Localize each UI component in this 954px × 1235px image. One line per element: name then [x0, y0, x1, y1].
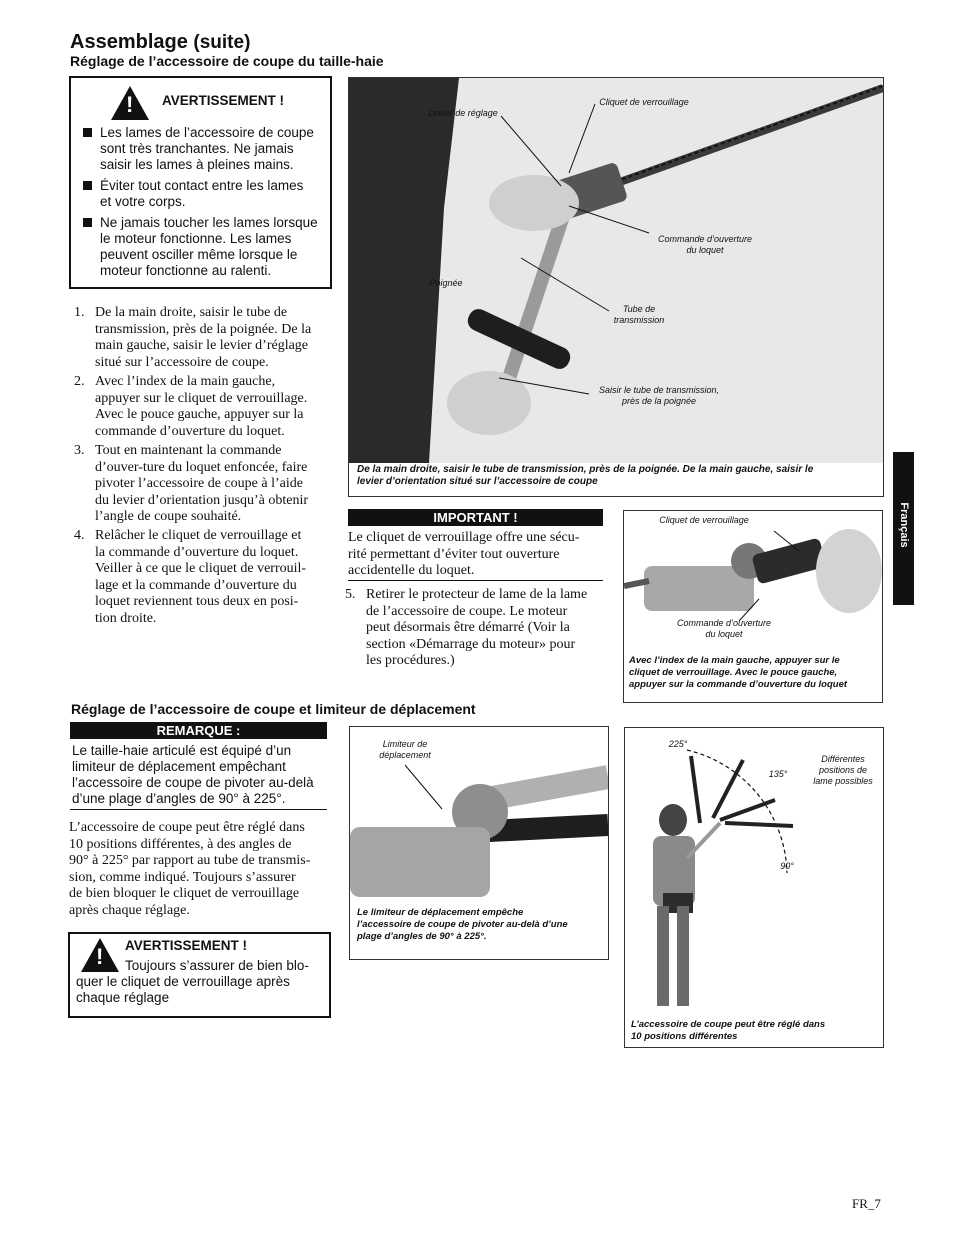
- warning-item: Éviter tout contact entre les lames et votre corps.: [83, 178, 333, 212]
- remark-header: REMARQUE :: [70, 722, 327, 739]
- warning-item: Ne jamais toucher les lames lorsque le moteur fonctionne. Les lames peuvent osciller même lorsque le moteur fonctionne au ralenti.: [83, 215, 333, 281]
- bullet-icon: [83, 218, 92, 227]
- figure-hedge-trimmer-grip: [348, 77, 884, 497]
- page-title: Assemblage (suite): [70, 31, 251, 53]
- figure-angle-positions: [624, 727, 884, 1048]
- label-poignee: Poignée: [429, 278, 463, 288]
- warning-icon: [111, 86, 149, 120]
- label-positions: Différentes positions de lame possibles: [813, 754, 873, 786]
- warning-title: AVERTISSEMENT !: [125, 938, 248, 953]
- label-tube: Tube de transmission: [613, 304, 665, 325]
- page-title-suffix: (suite): [193, 32, 251, 53]
- angle-label-135: 135°: [768, 769, 788, 779]
- divider: [348, 580, 603, 581]
- label-cliquet: Cliquet de verrouillage: [599, 97, 689, 107]
- warning-text: Toujours s’assurer de bien blo- quer le cliquet de verrouillage après chaque réglage: [76, 958, 309, 1005]
- body-text: L’accessoire de coupe peut être réglé dans 10 positions différentes, à des angles de 90° à 225° par rapport au tube de transmis- sion, comme indiqué. Toujours s’assurer de bien bloquer le cliquet de verrouillage après chaque réglage.: [69, 820, 311, 918]
- steps-list: 1. De la main droite, saisir le tube de transmission, près de la poignée. De la main gauche, saisir le levier d’réglage situé sur l’accessoire de coupe. 2. Avec l’index de la main gauche, appuyer sur le cliquet de verrouillage. Avec le pouce gauche, appuyer sur la commande d’ouverture du loquet. 3. Tout en maintenant la commande d’ouver-ture du loquet enfoncée, faire pivoter l’accessoire de coupe à l’aide du levier d’orientation jusqu’à obtenir l’angle de coupe souhaité. 4. Relâcher le cliquet de verrouillage et la commande d’ouverture du loquet. Veiller à ce que le cliquet de verrouil- lage et la commande d’ouverture du loquet reviennent tous deux en posi- tion droite.: [74, 305, 312, 626]
- warning-box: [69, 76, 332, 289]
- angle-label-225: 225°: [668, 739, 688, 749]
- warning-item: Les lames de l’accessoire de coupe sont très tranchantes. Ne jamais saisir les lames à pleines mains.: [83, 125, 333, 175]
- bullet-icon: [83, 181, 92, 190]
- divider: [70, 809, 327, 810]
- bullet-icon: [83, 128, 92, 137]
- important-text: Le cliquet de verrouillage offre une sécu- rité permettant d’éviter tout ouverture accidentelle du loquet.: [348, 530, 580, 578]
- angle-label-90: 90°: [780, 861, 794, 871]
- label-cliquet: Cliquet de verrouillage: [659, 515, 749, 525]
- figure-caption: L’accessoire de coupe peut être réglé dans 10 positions différentes: [631, 1019, 826, 1042]
- label-limiteur: Limiteur de déplacement: [379, 739, 431, 760]
- warning-title: AVERTISSEMENT !: [162, 93, 285, 108]
- label-commande: Commande d’ouverture du loquet: [657, 234, 753, 255]
- section-subtitle: Réglage de l’accessoire de coupe du taille-haie: [70, 53, 384, 69]
- figure-caption: Avec l’index de la main gauche, appuyer sur le cliquet de verrouillage. Avec le pouce gauche, appuyer sur la commande d’ouverture du loquet: [629, 655, 848, 690]
- language-tab: Français: [893, 452, 914, 605]
- remark-text: Le taille-haie articulé est équipé d’un limiteur de déplacement empêchant l’accessoire de coupe de pivoter au-delà d’une plage d’angles de 90° à 225°.: [72, 743, 314, 806]
- label-levier: Levier de réglage: [428, 108, 498, 118]
- label-saisir: Saisir le tube de transmission, près de la poignée: [598, 385, 720, 406]
- figure-latch: [623, 510, 883, 703]
- warning-box: [68, 932, 331, 1018]
- label-commande: Commande d’ouverture du loquet: [676, 618, 772, 639]
- figure-caption: Le limiteur de déplacement empêche l’accessoire de coupe de pivoter au-delà d’une plage d’angles de 90° à 225°.: [357, 907, 568, 942]
- section-title: Réglage de l’accessoire de coupe et limiteur de déplacement: [71, 701, 476, 717]
- important-header: IMPORTANT !: [348, 509, 603, 526]
- step-item: 5. Retirer le protecteur de lame de la lame de l’accessoire de coupe. Le moteur peut désormais être démarré (Voir la section «Démarrage du moteur» pour les procédures.): [345, 587, 588, 668]
- figure-travel-limiter: [349, 726, 609, 960]
- figure-caption: De la main droite, saisir le tube de transmission, près de la poignée. De la main gauche, saisir le levier d’orientation situé sur l’accessoire de coupe: [357, 464, 814, 487]
- page-number: FR_7: [852, 1196, 881, 1211]
